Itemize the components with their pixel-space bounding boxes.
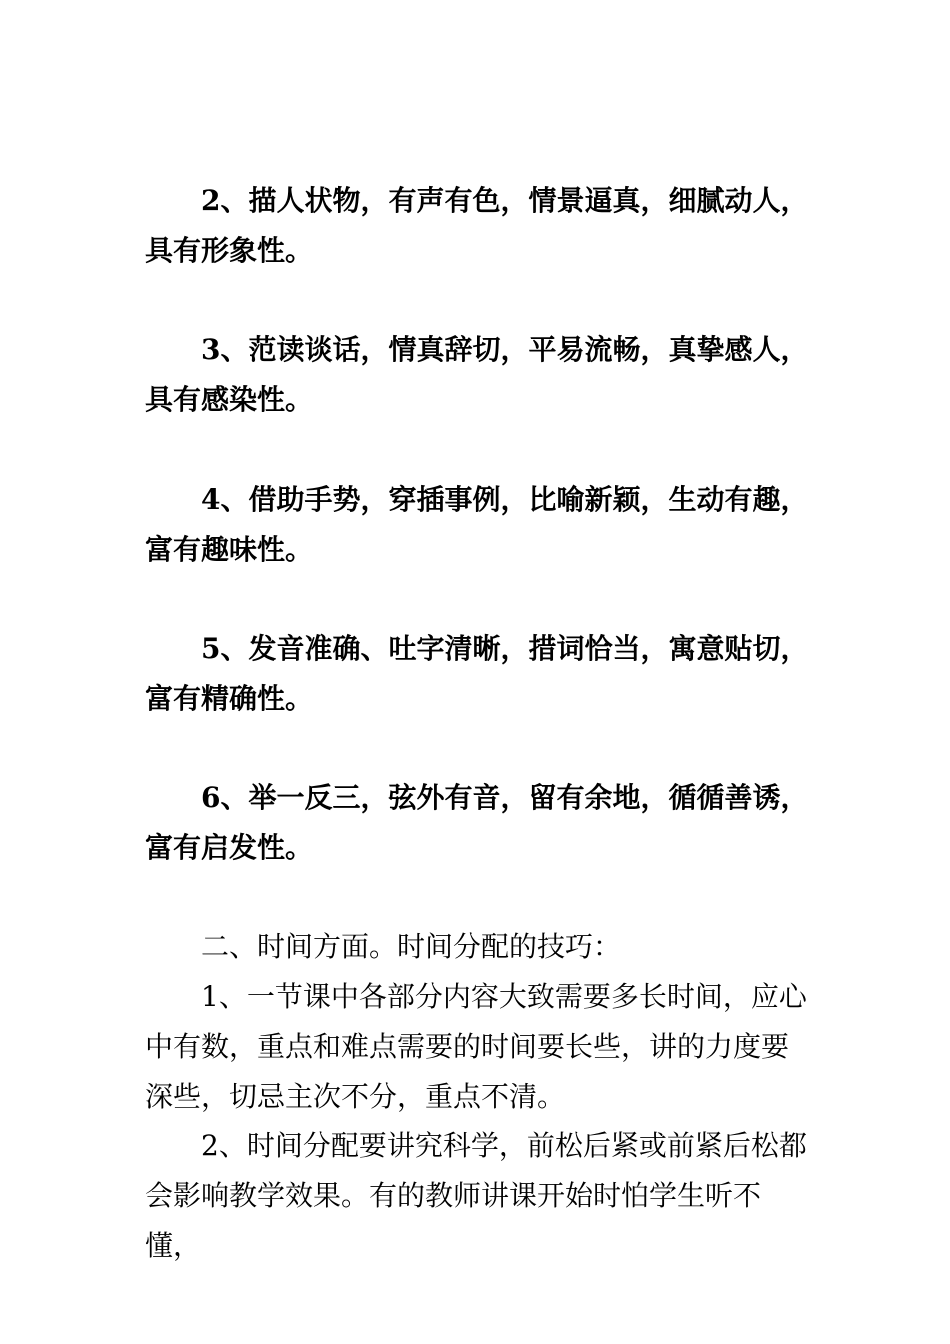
paragraph-2-imagery: 2、描人状物，有声有色，情景逼真，细腻动人，具有形象性。 xyxy=(145,184,809,267)
paragraph-time-2: 2、时间分配要讲究科学，前松后紧或前紧后松都会影响教学效果。有的教师讲课开始时怕学生听不懂， xyxy=(145,1129,807,1262)
paragraph-3-appeal: 3、范读谈话，情真辞切，平易流畅，真挚感人，具有感染性。 xyxy=(145,333,809,416)
paragraph-4-interest: 4、借助手势，穿插事例，比喻新颖，生动有趣，富有趣味性。 xyxy=(145,483,809,566)
paragraph-6-inspiration: 6、举一反三，弦外有音，留有余地，循循善诱，富有启发性。 xyxy=(145,781,809,864)
section-heading-time: 二、时间方面。时间分配的技巧： xyxy=(201,930,622,963)
paragraph-5-precision: 5、发音准确、吐字清晰，措词恰当，寓意贴切，富有精确性。 xyxy=(145,632,809,715)
paragraph-time-1: 1、一节课中各部分内容大致需要多长时间，应心中有数，重点和难点需要的时间要长些，讲的力度要深些，切忌主次不分，重点不清。 xyxy=(145,980,807,1113)
